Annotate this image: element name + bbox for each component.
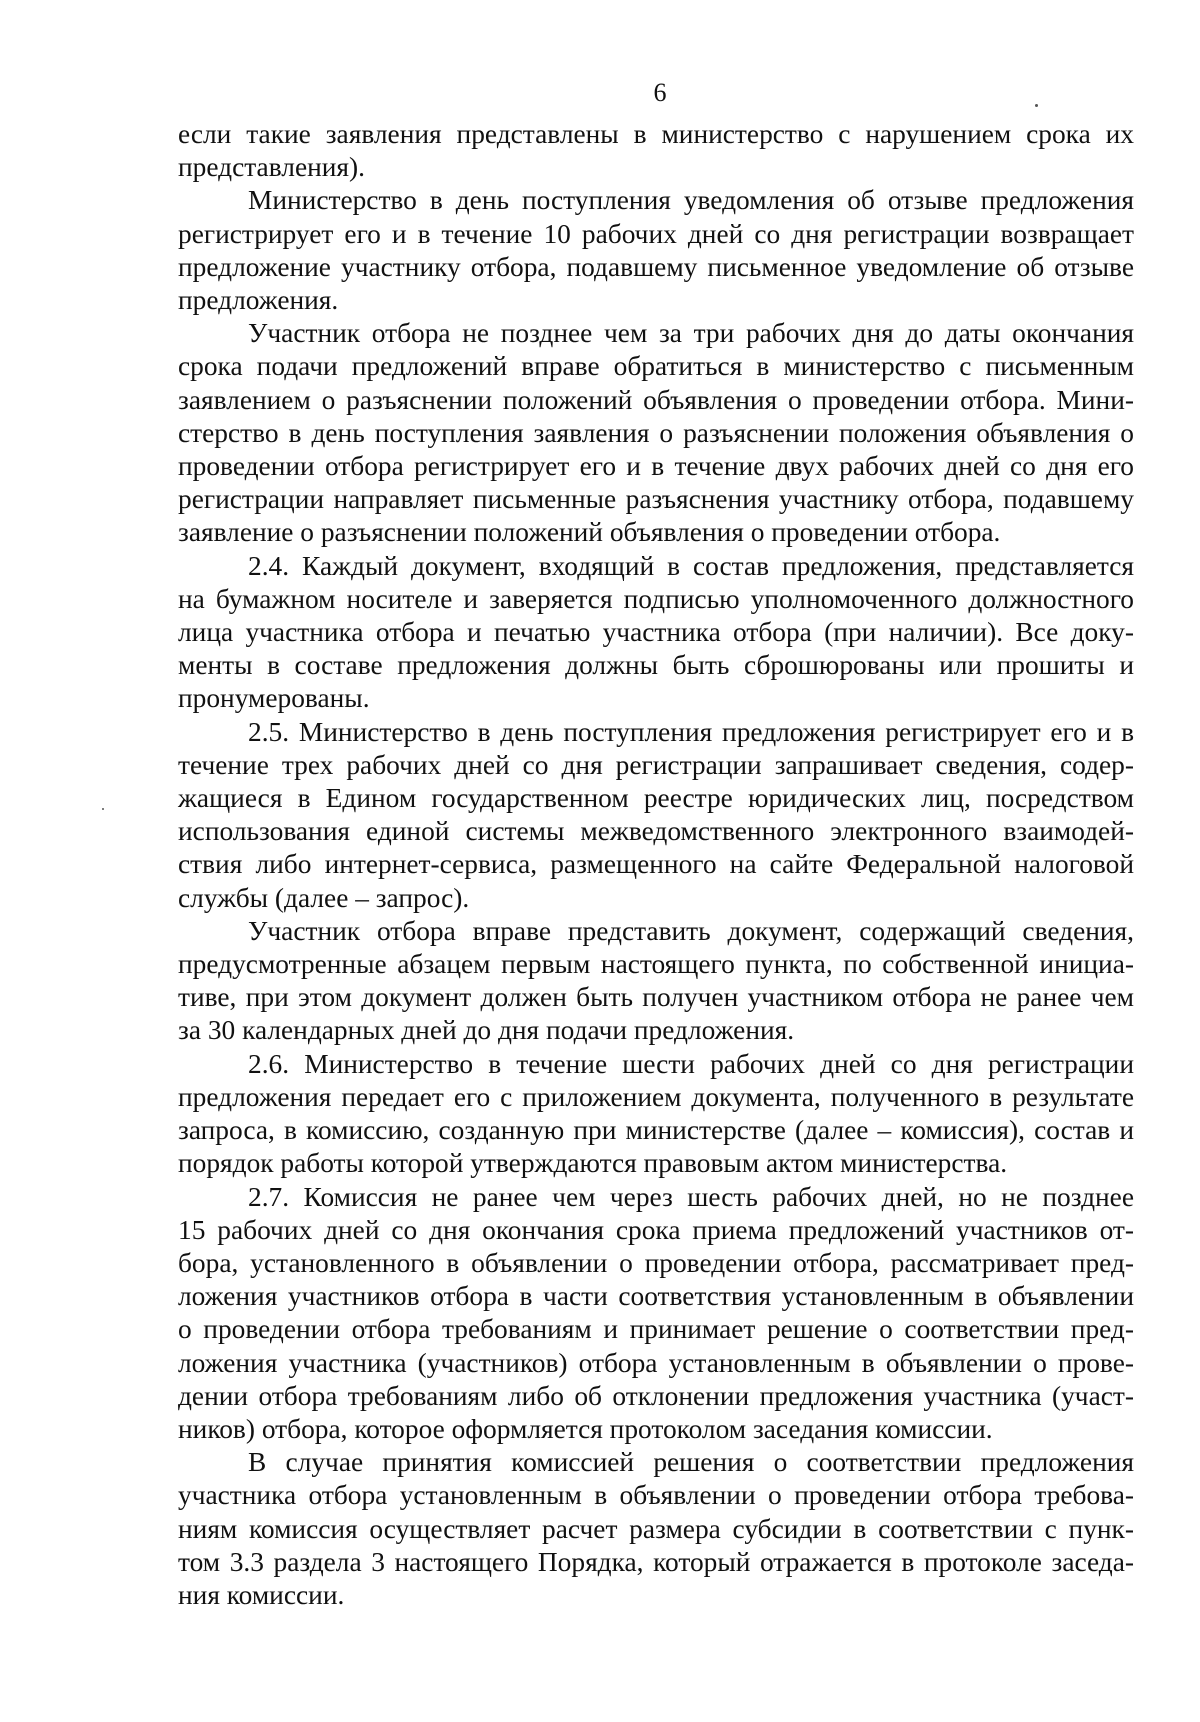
text-line: регистрации направляет письменные разъяснения участнику отбора, подавшему [178,484,1134,515]
text-line: жащиеся в Едином государственном реестре юридических лиц, посредством [178,783,1134,814]
text-line: за 30 календарных дней до дня подачи предложения. [178,1015,795,1046]
text-line: ложения участника (участников) отбора установленным в объявлении о прове- [178,1347,1134,1378]
text-line: порядок работы которой утверждаются правовым актом министерства. [178,1148,1008,1179]
text-line: дении отбора требованиям либо об отклонении предложения участника (участ- [178,1380,1134,1411]
text-line: предложения передает его с приложением документа, полученного в результате [178,1081,1134,1112]
text-line: тиве, при этом документ должен быть получен участником отбора не ранее чем [178,982,1134,1013]
text-line: предложение участнику отбора, подавшему письменное уведомление об отзыве [178,251,1134,282]
text-line: Участник отбора не позднее чем за три рабочих дня до даты окончания [248,318,1134,349]
text-line: проведении отбора регистрирует его и в течение двух рабочих дней со дня его [178,451,1134,482]
text-line: лица участника отбора и печатью участника отбора (при наличии). Все доку- [178,617,1134,648]
text-line: 2.4. Каждый документ, входящий в состав предложения, представляется [248,550,1134,581]
scan-speck [102,808,104,810]
text-line: том 3.3 раздела 3 настоящего Порядка, который отражается в протоколе заседа- [178,1546,1134,1577]
text-line: ния комиссии. [178,1579,345,1610]
text-line: службы (далее – запрос). [178,882,470,913]
text-line: менты в составе предложения должны быть сброшюрованы или прошиты и [178,650,1134,681]
text-line: регистрирует его и в течение 10 рабочих дней со дня регистрации возвращает [178,218,1134,249]
text-line: срока подачи предложений вправе обратиться в министерство с письменным [178,351,1134,382]
text-line: использования единой системы межведомственного электронного взаимодей- [178,816,1134,847]
text-line: на бумажном носителе и заверяется подписью уполномоченного должностного [178,583,1134,614]
text-line: В случае принятия комиссией решения о соответствии предложения [248,1447,1134,1478]
text-line: 15 рабочих дней со дня окончания срока приема предложений участников от- [178,1214,1134,1245]
text-line: бора, установленного в объявлении о проведении отбора, рассматривает пред- [178,1247,1134,1278]
text-line: участника отбора установленным в объявлении о проведении отбора требова- [178,1480,1134,1511]
text-line: пронумерованы. [178,683,370,714]
text-line: заявлением о разъяснении положений объявления о проведении отбора. Мини- [178,384,1134,415]
text-line: представления). [178,152,365,183]
text-line: Министерство в день поступления уведомления об отзыве предложения [248,185,1134,216]
text-line: ников) отбора, которое оформляется протоколом заседания комиссии. [178,1413,993,1444]
text-line: Участник отбора вправе представить документ, содержащий сведения, [248,915,1134,946]
text-line: ложения участников отбора в части соответствия установленным в объявлении [178,1281,1134,1312]
text-line: 2.6. Министерство в течение шести рабочих дней со дня регистрации [248,1048,1134,1079]
document-body [178,118,1134,1612]
text-line: 2.5. Министерство в день поступления предложения регистрирует его и в [248,716,1134,747]
text-line: заявление о разъяснении положений объявления о проведении отбора. [178,517,1001,548]
text-line: ствия либо интернет-сервиса, размещенного на сайте Федеральной налоговой [178,849,1134,880]
text-line: предложения. [178,285,339,316]
scan-speck [1035,104,1038,107]
text-line: предусмотренные абзацем первым настоящего пункта, по собственной инициа- [178,949,1134,980]
text-line: если такие заявления представлены в министерство с нарушением срока их [178,119,1134,149]
text-line: ниям комиссия осуществляет расчет размера субсидии в соответствии с пунк- [178,1513,1134,1544]
text-line: о проведении отбора требованиям и принимает решение о соответствии пред- [178,1314,1134,1345]
text-line: 2.7. Комиссия не ранее чем через шесть рабочих дней, но не позднее [248,1181,1134,1212]
page-number: 6 [653,78,667,107]
text-line: запроса, в комиссию, созданную при министерстве (далее – комиссия), состав и [178,1115,1134,1146]
text-line: течение трех рабочих дней со дня регистрации запрашивает сведения, содер- [178,749,1134,780]
text-line: стерство в день поступления заявления о разъяснении положения объявления о [178,417,1134,448]
